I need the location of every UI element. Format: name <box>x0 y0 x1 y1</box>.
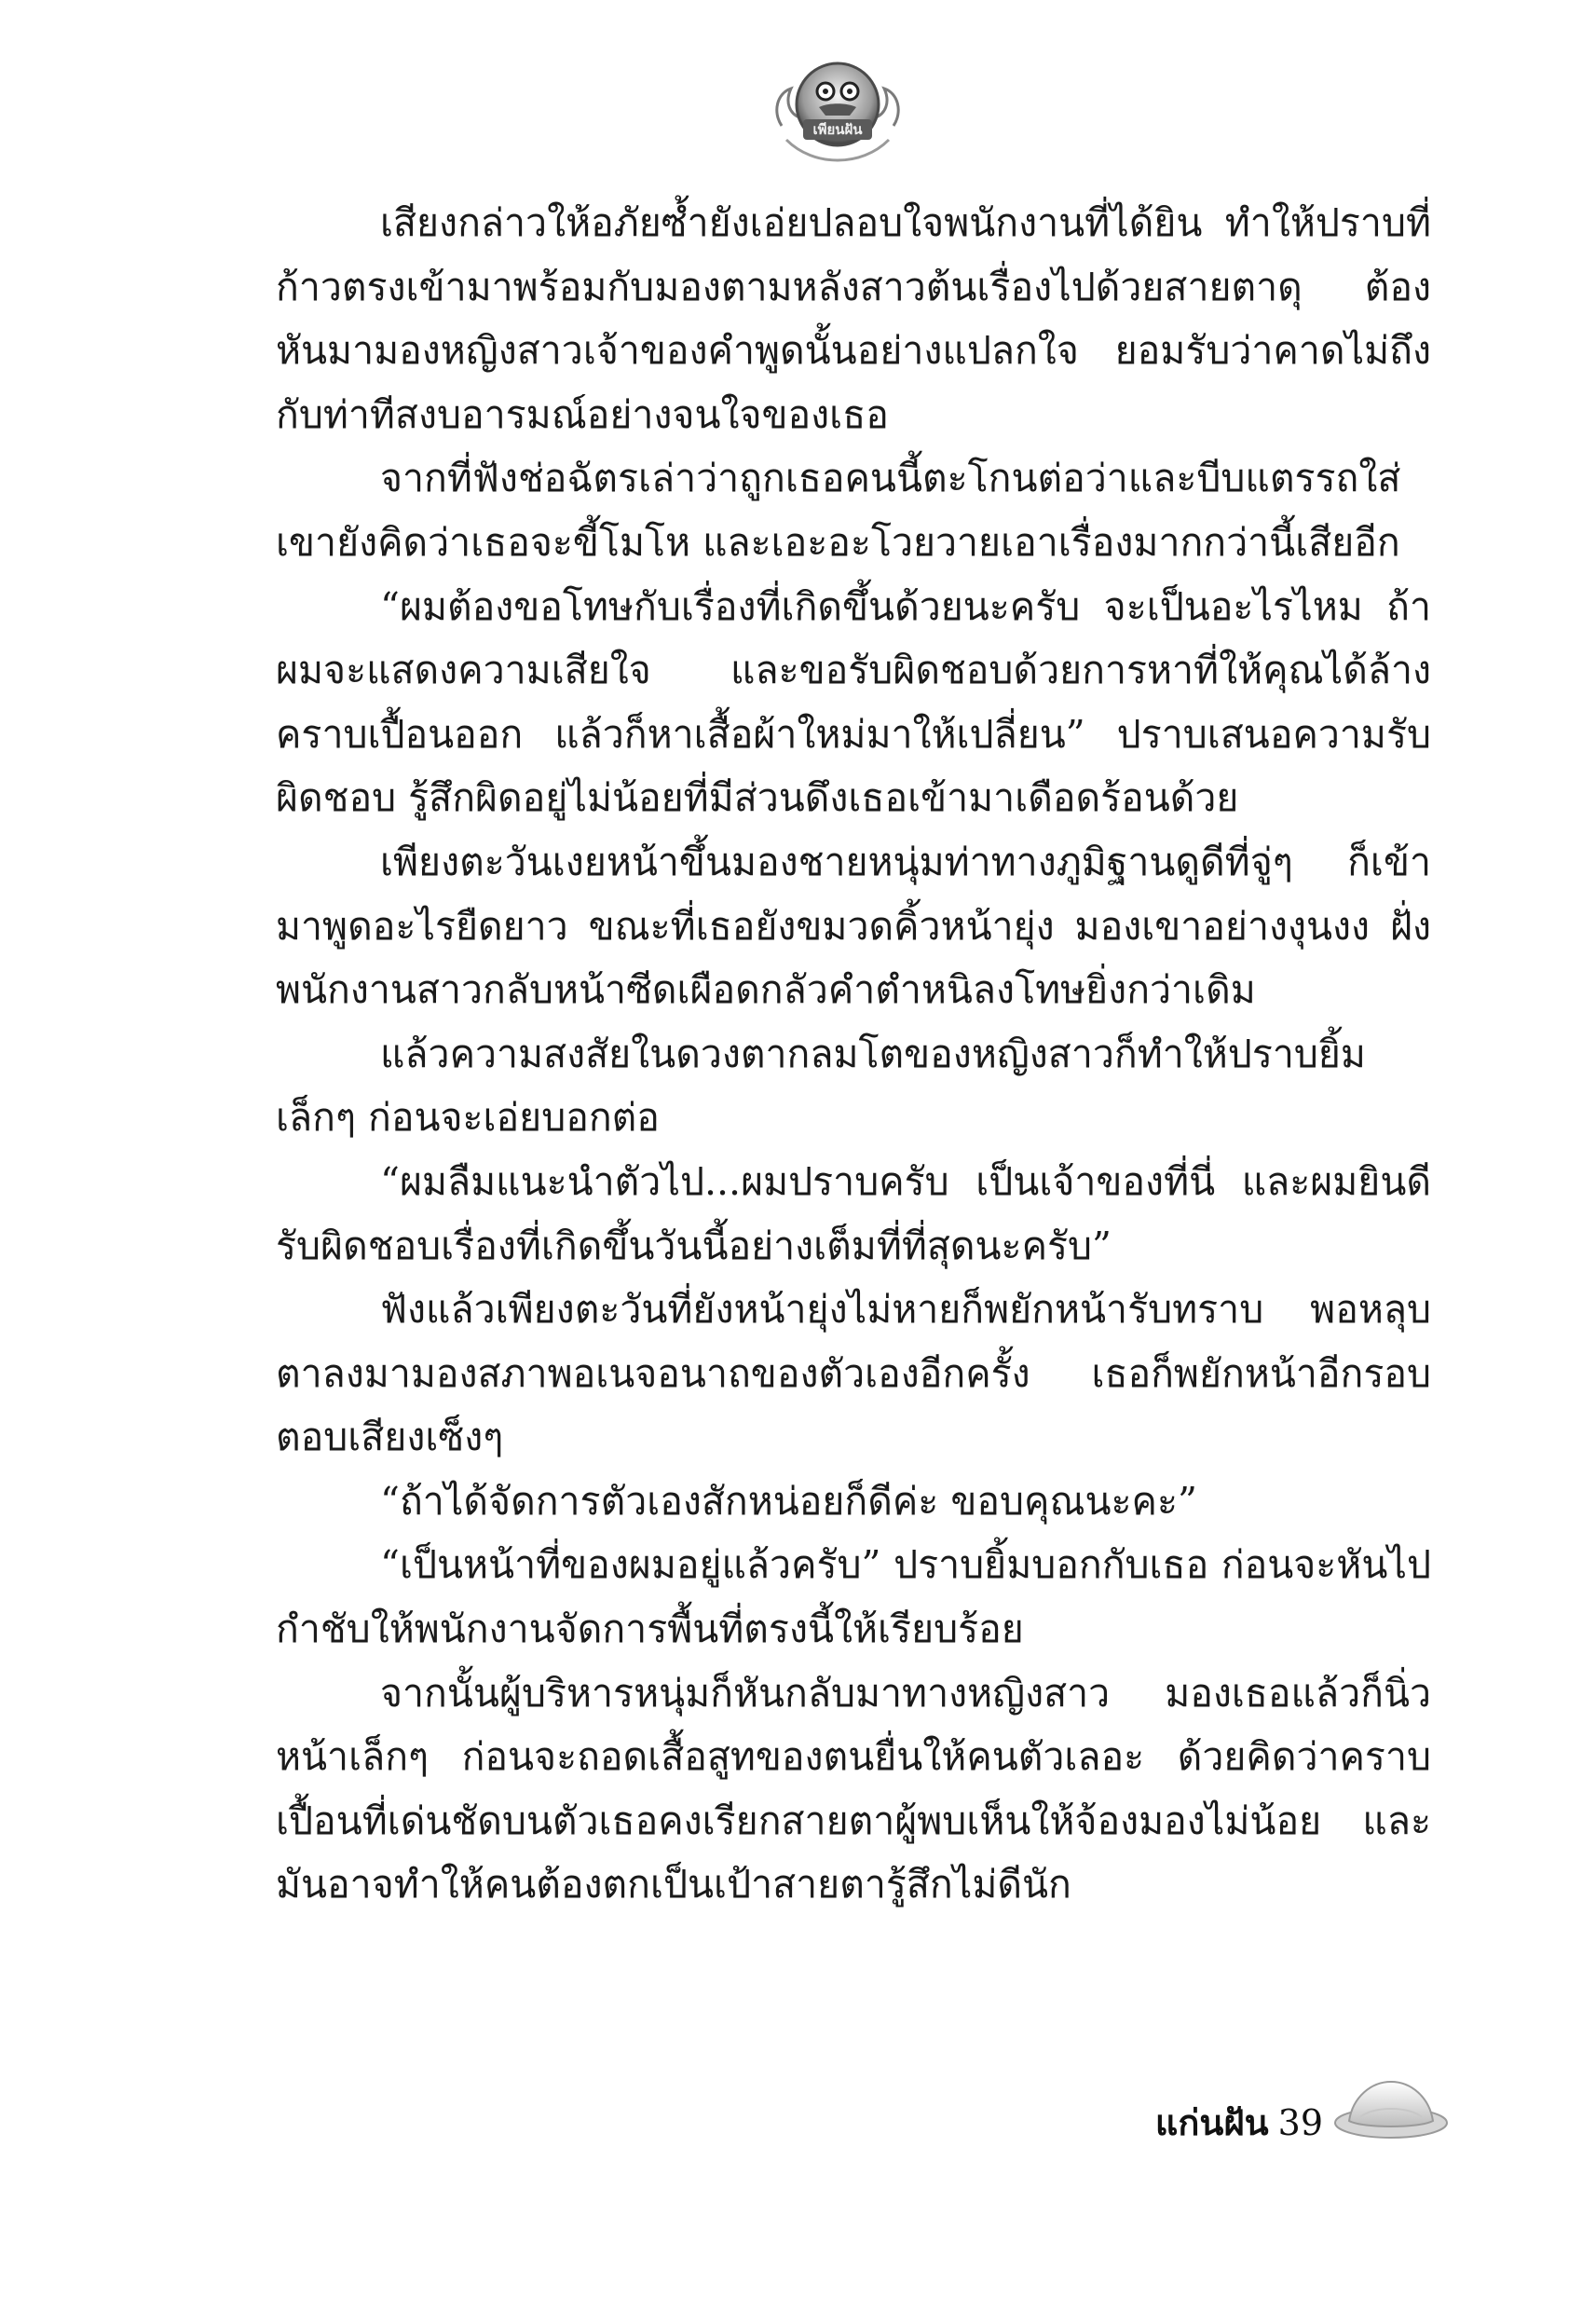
white-hat-icon <box>1330 2069 1452 2143</box>
paragraph: “ถ้าได้จัดการตัวเองสักหน่อยก็ดีค่ะ ขอบคุณนะคะ” <box>380 1478 1197 1524</box>
paragraph: “เป็นหน้าที่ของผมอยู่แล้วครับ” ปราบยิ้มบอกกับเธอ ก่อนจะหันไปกำชับให้พนักงานจัดการพื้นที่ตรงนี้ให้เรียบร้อย <box>276 1542 1431 1652</box>
book-title: แก่นฝัน <box>1154 2102 1269 2143</box>
body-text <box>276 191 1431 1917</box>
ornamental-emblem-icon <box>768 37 907 177</box>
emblem-text: เพียนฝัน <box>812 121 863 138</box>
paragraph: เสียงกล่าวให้อภัยซ้ำยังเอ่ยปลอบใจพนักงานที่ได้ยิน ทำให้ปราบที่ก้าวตรงเข้ามาพร้อมกับมองตามหลังสาวต้นเรื่องไปด้วยสายตาดุ ต้องหันมามองหญิงสาวเจ้าของคำพูดนั้นอย่างแปลกใจ ยอมรับว่าคาดไม่ถึงกับท่าทีสงบอารมณ์อย่างจนใจของเธอ <box>276 200 1431 437</box>
paragraph: “ผมลืมแนะนำตัวไป...ผมปราบครับ เป็นเจ้าของที่นี่ และผมยินดีรับผิดชอบเรื่องที่เกิดขึ้นวันนี้อย่างเต็มที่ที่สุดนะครับ” <box>276 1158 1431 1268</box>
paragraph: เพียงตะวันเงยหน้าขึ้นมองชายหนุ่มท่าทางภูมิฐานดูดีที่จู่ๆ ก็เข้ามาพูดอะไรยืดยาว ขณะที่เธอยังขมวดคิ้วหน้ายุ่ง มองเขาอย่างงุนงง ฝั่งพนักงานสาวกลับหน้าซีดเผือดกลัวคำตำหนิลงโทษยิ่งกว่าเดิม <box>276 839 1431 1013</box>
page-footer <box>1109 2094 1323 2151</box>
paragraph: จากนั้นผู้บริหารหนุ่มก็หันกลับมาทางหญิงสาว มองเธอแล้วก็นิ่วหน้าเล็กๆ ก่อนจะถอดเสื้อสูทของตนยื่นให้คนตัวเลอะ ด้วยคิดว่าคราบเปื้อนที่เด่นชัดบนตัวเธอคงเรียกสายตาผู้พบเห็นให้จ้องมองไม่น้อย และมันอาจทำให้คนต้องตกเป็นเป้าสายตารู้สึกไม่ดีนัก <box>276 1670 1431 1908</box>
paragraph: “ผมต้องขอโทษกับเรื่องที่เกิดขึ้นด้วยนะครับ จะเป็นอะไรไหม ถ้าผมจะแสดงความเสียใจ และขอรับผิดชอบด้วยการหาที่ให้คุณได้ล้างคราบเปื้อนออก แล้วก็หาเสื้อผ้าใหม่มาให้เปลี่ยน” ปราบเสนอความรับผิดชอบ รู้สึกผิดอยู่ไม่น้อยที่มีส่วนดึงเธอเข้ามาเดือดร้อนด้วย <box>276 583 1431 821</box>
page-number: 39 <box>1277 2102 1323 2143</box>
paragraph: ฟังแล้วเพียงตะวันที่ยังหน้ายุ่งไม่หายก็พยักหน้ารับทราบ พอหลุบตาลงมามองสภาพอเนจอนาถของตัวเองอีกครั้ง เธอก็พยักหน้าอีกรอบ ตอบเสียงเซ็งๆ <box>276 1287 1431 1460</box>
paragraph: แล้วความสงสัยในดวงตากลมโตของหญิงสาวก็ทำให้ปราบยิ้มเล็กๆ ก่อนจะเอ่ยบอกต่อ <box>276 1031 1366 1141</box>
paragraph: จากที่ฟังช่อฉัตรเล่าว่าถูกเธอคนนี้ตะโกนต่อว่าและบีบแตรรถใส่ เขายังคิดว่าเธอจะขี้โมโห และเอะอะโวยวายเอาเรื่องมากกว่านี้เสียอีก <box>276 456 1401 565</box>
